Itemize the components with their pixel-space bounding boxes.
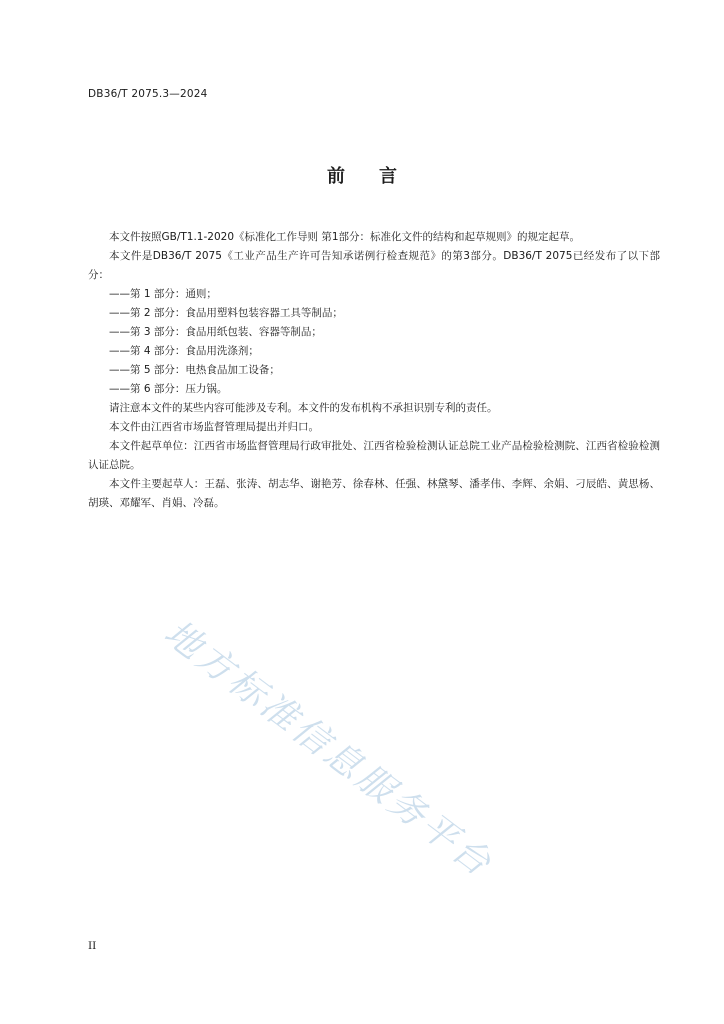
paragraph-part-series: 本文件是DB36/T 2075《工业产品生产许可告知承诺例行检查规范》的第3部分。DB36/T 2075已经发布了以下部分： [88, 250, 660, 281]
paragraph-drafting-units: 本文件起草单位：江西省市场监督管理局行政审批处、江西省检验检测认证总院工业产品检验检测院、江西省检验检测认证总院。 [88, 440, 660, 471]
paragraph-patent-notice: 请注意本文件的某些内容可能涉及专利。本文件的发布机构不承担识别专利的责任。 [109, 402, 498, 414]
document-code: DB36/T 2075.3—2024 [88, 88, 208, 100]
paragraph-drafters: 本文件主要起草人：王磊、张涛、胡志华、谢艳芳、徐春林、任强、林黛琴、潘孝伟、李辉、余娟、刁辰皓、黄思杨、胡瑛、邓耀军、肖娟、冷磊。 [88, 478, 660, 509]
foreword-body [88, 228, 660, 513]
parts-list [88, 285, 660, 399]
list-item: ——第 5 部分：电热食品加工设备； [109, 364, 280, 376]
list-item: ——第 4 部分：食品用洗涤剂； [109, 345, 259, 357]
list-item: ——第 3 部分：食品用纸包装、容器等制品； [109, 326, 322, 338]
list-item: ——第 6 部分：压力锅。 [109, 383, 228, 395]
list-item: ——第 2 部分：食品用塑料包装容器工具等制品； [109, 307, 343, 319]
title-char-2: 言 [379, 166, 397, 187]
watermark-text: 地方标准信息服务平台 [156, 612, 501, 886]
paragraph-drafting-rules: 本文件按照GB/T1.1-2020《标准化工作导则 第1部分：标准化文件的结构和起草规则》的规定起草。 [109, 231, 581, 243]
page-number: II [88, 940, 97, 952]
paragraph-proposer: 本文件由江西省市场监督管理局提出并归口。 [109, 421, 319, 433]
list-item: ——第 1 部分：通则； [109, 288, 217, 300]
title-char-1: 前 [327, 166, 345, 187]
page-title [0, 162, 724, 188]
